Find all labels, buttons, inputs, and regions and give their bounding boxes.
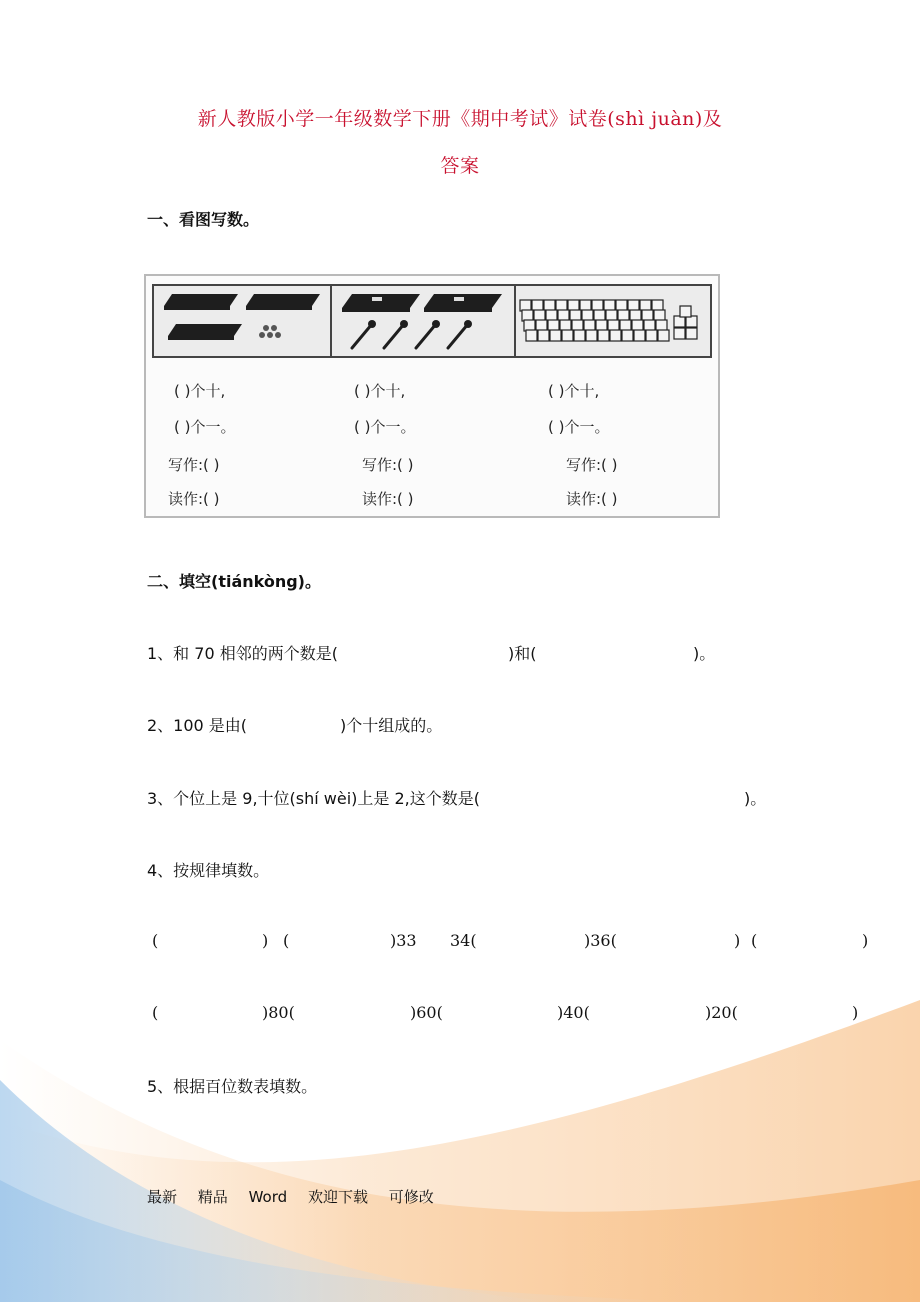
panel1-write-blank: 写作:( ) bbox=[168, 456, 220, 474]
q4-row1-seg: )36( bbox=[584, 931, 617, 950]
panel1-tens-blank: ( )个十, bbox=[174, 382, 226, 400]
panel3-tens-blank: ( )个十, bbox=[548, 382, 600, 400]
footer-word: 欢迎下载 bbox=[307, 1188, 368, 1206]
section1-heading: 一、看图写数。 bbox=[147, 210, 260, 229]
figure-illustration-strip bbox=[152, 284, 712, 358]
q4-row2-seg: )20( bbox=[705, 1003, 738, 1022]
footer-note bbox=[147, 1186, 450, 1207]
counting-figure bbox=[144, 274, 720, 518]
q4-row2-seg: ( bbox=[152, 1003, 159, 1022]
q4-row1-seg: )33 bbox=[390, 931, 417, 950]
q4-row2-seg: )60( bbox=[410, 1003, 443, 1022]
q4-row2-seg: ) bbox=[852, 1003, 859, 1022]
ten-boards-illustration bbox=[154, 286, 326, 356]
panel2-tens-blank: ( )个十, bbox=[354, 382, 406, 400]
figure-panel-2-image bbox=[330, 286, 514, 356]
footer-word: 可修改 bbox=[388, 1188, 434, 1206]
q2-text-part1: 2、100 是由( bbox=[147, 716, 248, 735]
panel2-ones-blank: ( )个一。 bbox=[354, 418, 416, 436]
q4-row1-seg: ( bbox=[751, 931, 758, 950]
document-title-line2: 答案 bbox=[440, 155, 480, 177]
panel3-write-blank: 写作:( ) bbox=[566, 456, 618, 474]
cube-blocks-illustration bbox=[516, 286, 708, 356]
q4-row1-seg: ( bbox=[283, 931, 290, 950]
panel3-ones-blank: ( )个一。 bbox=[548, 418, 610, 436]
panel1-ones-blank: ( )个一。 bbox=[174, 418, 236, 436]
figure-panel-3-image bbox=[514, 286, 710, 356]
q4-text: 4、按规律填数。 bbox=[147, 861, 270, 880]
q4-row1-seg: ) bbox=[862, 931, 869, 950]
q5-text: 5、根据百位数表填数。 bbox=[147, 1077, 318, 1096]
q4-row2-seg: )40( bbox=[557, 1003, 590, 1022]
panel2-read-blank: 读作:( ) bbox=[362, 490, 414, 508]
footer-word: Word bbox=[248, 1188, 288, 1206]
figure-panel-1-image bbox=[154, 286, 330, 356]
q2-text-part2: )个十组成的。 bbox=[340, 716, 443, 735]
q4-row1-seg: ) bbox=[262, 931, 269, 950]
panel1-read-blank: 读作:( ) bbox=[168, 490, 220, 508]
q1-text-part3: )。 bbox=[693, 644, 716, 663]
q3-text-part2: )。 bbox=[744, 789, 767, 808]
section2-heading: 二、填空(tiánkòng)。 bbox=[147, 572, 321, 591]
q4-row1-seg: ( bbox=[152, 931, 159, 950]
q3-text-part1: 3、个位上是 9,十位(shí wèi)上是 2,这个数是( bbox=[147, 789, 480, 808]
footer-word: 精品 bbox=[197, 1188, 228, 1206]
panel2-write-blank: 写作:( ) bbox=[362, 456, 414, 474]
boxes-and-pens-illustration bbox=[332, 286, 512, 356]
q4-row1-seg: ) bbox=[734, 931, 741, 950]
panel3-read-blank: 读作:( ) bbox=[566, 490, 618, 508]
q4-row1-seg: 34( bbox=[450, 931, 477, 950]
footer-word: 最新 bbox=[147, 1188, 178, 1206]
document-title-line1: 新人教版小学一年级数学下册《期中考试》试卷(shì juàn)及 bbox=[197, 108, 723, 130]
q1-text-part1: 1、和 70 相邻的两个数是( bbox=[147, 644, 338, 663]
q4-row2-seg: )80( bbox=[262, 1003, 295, 1022]
q1-text-part2: )和( bbox=[508, 644, 537, 663]
